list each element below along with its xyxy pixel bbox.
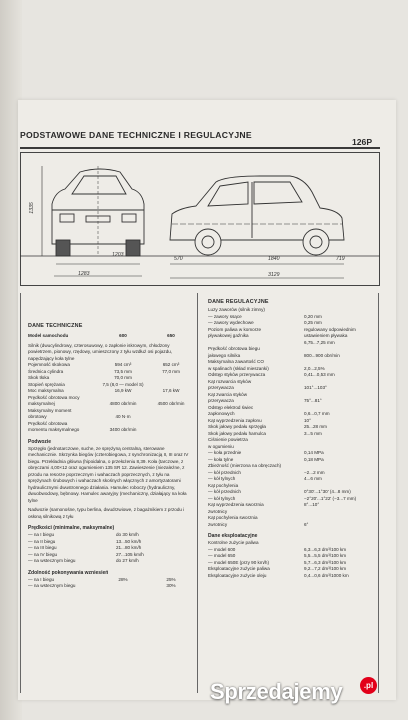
table-cell: −2...2 mm <box>304 469 325 475</box>
table-cell: — model 650 <box>208 553 236 558</box>
table-cell: 800...900 obr/min <box>304 352 340 358</box>
table-cell: Skok jałowy pedału sprzęgła <box>208 424 266 429</box>
watermark <box>210 667 400 711</box>
dim-length: 3129 <box>268 272 280 278</box>
table-cell: 101°...103° <box>304 385 327 390</box>
speed-table <box>20 532 194 565</box>
table-cell: Prędkość obrotowa <box>28 420 68 426</box>
table-cell <box>98 583 148 590</box>
table-cell: 8°...10° <box>304 502 320 507</box>
adjustment-data-column <box>200 293 378 693</box>
table-cell: — koła przednie <box>208 450 242 455</box>
table-cell: 21...80 km/h <box>116 545 142 550</box>
frame-rule <box>378 293 379 693</box>
table-cell: ustawieniem pływaka <box>304 333 348 338</box>
table-cell: Eksploatacyjne zużycie oleju <box>208 572 267 578</box>
table-cell: 652 cm³ <box>162 362 180 367</box>
table-cell: — kół przednich <box>208 489 241 494</box>
table-cell: — koła tylne <box>208 456 234 462</box>
body-description: Nadwozie (samonośne, typu berlina, dwudrzwiowe, z bagażnikiem z przodu i osłoną silnikową z tyłu <box>28 507 185 519</box>
page-code: 126P <box>352 137 373 147</box>
table-cell: Kąt pochylenia sworznia <box>208 515 258 520</box>
table-cell: Maksymalny moment <box>28 407 72 413</box>
table-cell: 77,0 mm <box>162 368 180 374</box>
chassis-heading: Podwozie <box>28 438 52 445</box>
model-row: Model samochodu 600 650 <box>28 333 175 338</box>
table-cell: 0,25 mm <box>304 320 322 325</box>
dim-rear-overhang: 719 <box>336 256 345 262</box>
table-cell: — na I biegu <box>28 576 55 582</box>
header-rule <box>20 147 380 149</box>
technical-data-heading: DANE TECHNICZNE <box>28 323 83 329</box>
table-cell: zwrotnicy <box>208 521 228 527</box>
table-cell: 0,4...0,6 dm³/1000 km <box>304 572 349 578</box>
table-cell: 16,9 kW <box>114 388 132 393</box>
car-rear-view <box>52 166 144 256</box>
table-cell: jałowego silnika <box>208 352 241 358</box>
table-cell: Odstęp elektrod świec <box>208 404 254 410</box>
table-cell: Prędkość obrotowa biegu <box>208 346 260 351</box>
table-cell: 40 N·m <box>115 414 131 419</box>
table-cell: — na wstecznym biegu <box>28 583 76 588</box>
table-row <box>28 583 194 590</box>
table-cell: — model 600 <box>208 546 236 552</box>
table-cell: 27...105 km/h <box>116 551 144 557</box>
table-cell: 73,5 mm <box>114 368 132 374</box>
adjustment-table <box>200 307 378 528</box>
table-cell: zwrotnicy <box>208 508 228 514</box>
table-cell: 28% <box>118 576 128 582</box>
table-cell: Kąt wyprzedzenia sworznia <box>208 502 264 507</box>
table-cell: Moc maksymalna <box>28 388 64 393</box>
table-cell: — model 650E (przy 90 km/h) <box>208 559 270 565</box>
table-cell: 3400 obr/min <box>109 427 137 432</box>
technical-data-column <box>20 293 194 693</box>
watermark-text: Sprzedajemy <box>210 679 343 704</box>
table-cell: Skok jałowy pedału hamulca <box>208 430 266 436</box>
table-cell: 4...6 mm <box>304 476 322 481</box>
table-cell: Stopień sprężania <box>28 381 65 387</box>
table-cell: 7,5 (8,0 — model S) <box>102 381 144 387</box>
table-cell: zapłonowych <box>208 411 235 416</box>
table-cell: 9,2...7,2 dm³/100 km <box>304 566 347 571</box>
engine-table <box>20 362 194 434</box>
dim-height: 1335 <box>28 202 35 214</box>
table-cell: Luzy zaworów (silnik zimny) <box>208 307 265 312</box>
table-cell: 0,18 MPa <box>304 456 324 462</box>
table-cell: Kąt pochylenia <box>208 482 239 488</box>
table-cell: 0,41...0,53 mm <box>304 372 335 377</box>
table-cell: obrotowy <box>28 414 47 419</box>
climb-heading: Zdolność pokonywania wzniesień <box>28 569 109 576</box>
table-cell: Maksymalna zawartość CO <box>208 359 264 364</box>
table-cell: 6° <box>304 521 309 527</box>
exploitation-table <box>200 540 378 579</box>
climb-table <box>20 577 194 590</box>
speed-heading: Prędkości (minimalne, maksymalne) <box>28 525 115 531</box>
table-cell: 75°...81° <box>304 398 322 403</box>
table-cell: — na II biegu <box>28 538 56 544</box>
dim-rear-track: 1283 <box>78 271 90 277</box>
table-cell: — na I biegu <box>28 532 55 537</box>
table-cell: 6,75...7,25 mm <box>304 339 335 345</box>
table-cell: regulowany odpowiednim <box>304 326 356 332</box>
page-title: PODSTAWOWE DANE TECHNICZNE I REGULACYJNE <box>20 130 252 140</box>
table-cell: — kół przednich <box>208 469 241 475</box>
table-cell: przerywacza <box>208 385 234 390</box>
table-cell: 10° <box>304 417 311 423</box>
table-cell: 3...5 mm <box>304 430 322 436</box>
table-cell: 0,6...0,7 mm <box>304 411 330 416</box>
table-cell: 4800 obr/min <box>109 401 137 406</box>
table-cell: Skok tłoka <box>28 375 50 380</box>
table-cell: Poziom paliwa w komorze <box>208 326 262 332</box>
dim-front-track: 1203 <box>112 252 124 258</box>
table-cell: 13...50 km/h <box>116 538 142 544</box>
table-cell: pływakowej gaźnika <box>208 333 249 338</box>
table-cell: maksymalnej <box>28 401 55 406</box>
table-cell: 594 cm³ <box>114 362 132 367</box>
table-cell: 6,3...6,3 dm³/100 km <box>304 546 347 552</box>
table-cell: −2°20'...1°22' (−3...7 mm) <box>304 495 357 501</box>
table-cell: 70,0 mm <box>114 375 132 380</box>
car-dimension-drawing <box>20 152 380 286</box>
dim-front-overhang: 570 <box>174 256 183 262</box>
engine-description: Silnik (dwucylindrowy, czterosuwowy, o zapłonie iskrowym, chłodzony powietrzem, pionowy, rzędowy, umieszczony z tyłu wzdłuż osi pojazdu, napędzający koła tylne <box>28 342 173 361</box>
table-cell: — zawory ssące <box>208 313 242 319</box>
table-cell: 17,6 kW <box>162 388 180 393</box>
table-row <box>208 522 378 529</box>
table-cell: 0,14 MPa <box>304 450 324 455</box>
table-cell: do 30 km/h <box>116 532 139 537</box>
table-cell: w spalinach (skład mieszanki) <box>208 365 269 371</box>
table-cell: 2,0...2,5% <box>304 365 325 371</box>
table-cell: Kąt zwarcia styków <box>208 391 248 397</box>
table-cell: — na wstecznym biegu <box>28 558 76 563</box>
table-cell: 30% <box>166 583 176 588</box>
table-cell: — na IV biegu <box>28 551 58 557</box>
table-cell: Prędkość obrotowa mocy <box>28 394 80 400</box>
table-cell: momentu maksymalnego <box>28 427 80 432</box>
table-row <box>208 573 378 580</box>
table-cell: Eksploatacyjne zużycie paliwa <box>208 566 270 571</box>
table-cell: 5,7...6,3 dm³/100 km <box>304 559 347 565</box>
table-cell: 0°30'...1°30' (4...8 mm) <box>304 489 351 494</box>
car-side-view <box>170 176 344 255</box>
table-row <box>28 427 194 434</box>
table-cell <box>148 427 194 434</box>
table-row <box>28 558 194 565</box>
table-cell: 4500 obr/min <box>157 401 185 406</box>
frame-rule <box>197 293 198 693</box>
table-cell: 25...28 mm <box>304 424 327 429</box>
table-cell: 25% <box>166 576 176 582</box>
table-cell: Odstęp styków przerywacza <box>208 372 266 377</box>
adjustment-data-heading: DANE REGULACYJNE <box>208 299 269 305</box>
chassis-description: Sprzęgło (jednotarczowe, suche, ze sprężyną centralną, sterowane mechanicznie. Skrzynka biegów (czterobiegowa, z synchronizacją II, III oraz IV biegu. Przekładnia główna (hipoidalna, o przełożeniu 8,39. Koła (tarczowe, z obręczami 4,00×12 oraz ogumieniem 135 SR 12. Zawieszenie (niezależne, z przodu na resorze poprzecznym i wahaczach poprzecznych, z tyłu na sprężynach śrubowych i wahaczach skośnych włącznych z amortyzatorami hydraulicznymi dwustronnego działania. Hamulec roboczy (hydrauliczny, dwuobwodowy, bębnowy. Hamulec awaryjny (mechaniczny, działający na koła tylne <box>28 445 189 503</box>
table-cell: Pojemność skokowa <box>28 362 70 367</box>
table-cell: — na III biegu <box>28 545 57 550</box>
table-cell: Kontrolne zużycie paliwa <box>208 540 259 545</box>
table-cell: w ogumieniu <box>208 443 234 449</box>
table-cell: Zbieżność (mierzona na obręczach) <box>208 463 282 468</box>
dim-wheelbase: 1840 <box>268 256 280 262</box>
table-cell: — kół tylnych <box>208 476 236 481</box>
table-cell: do 27 km/h <box>116 558 139 563</box>
table-cell: przerywacza <box>208 398 234 403</box>
exploitation-heading: Dane eksploatacyjne <box>208 533 258 539</box>
table-cell: 0,20 mm <box>304 313 322 319</box>
table-cell: 5,5...5,5 dm³/100 km <box>304 553 347 558</box>
watermark-badge: .pl <box>360 677 377 694</box>
table-cell: Kąt rozwarcia styków <box>208 378 252 384</box>
table-cell: — zawory wydechowe <box>208 320 254 325</box>
table-cell: Ciśnienie powietrza <box>208 437 248 442</box>
table-cell: Średnica cylindra <box>28 368 64 374</box>
table-cell: Kąt wyprzedzenia zapłonu <box>208 417 262 423</box>
table-cell: — kół tylnych <box>208 495 236 501</box>
